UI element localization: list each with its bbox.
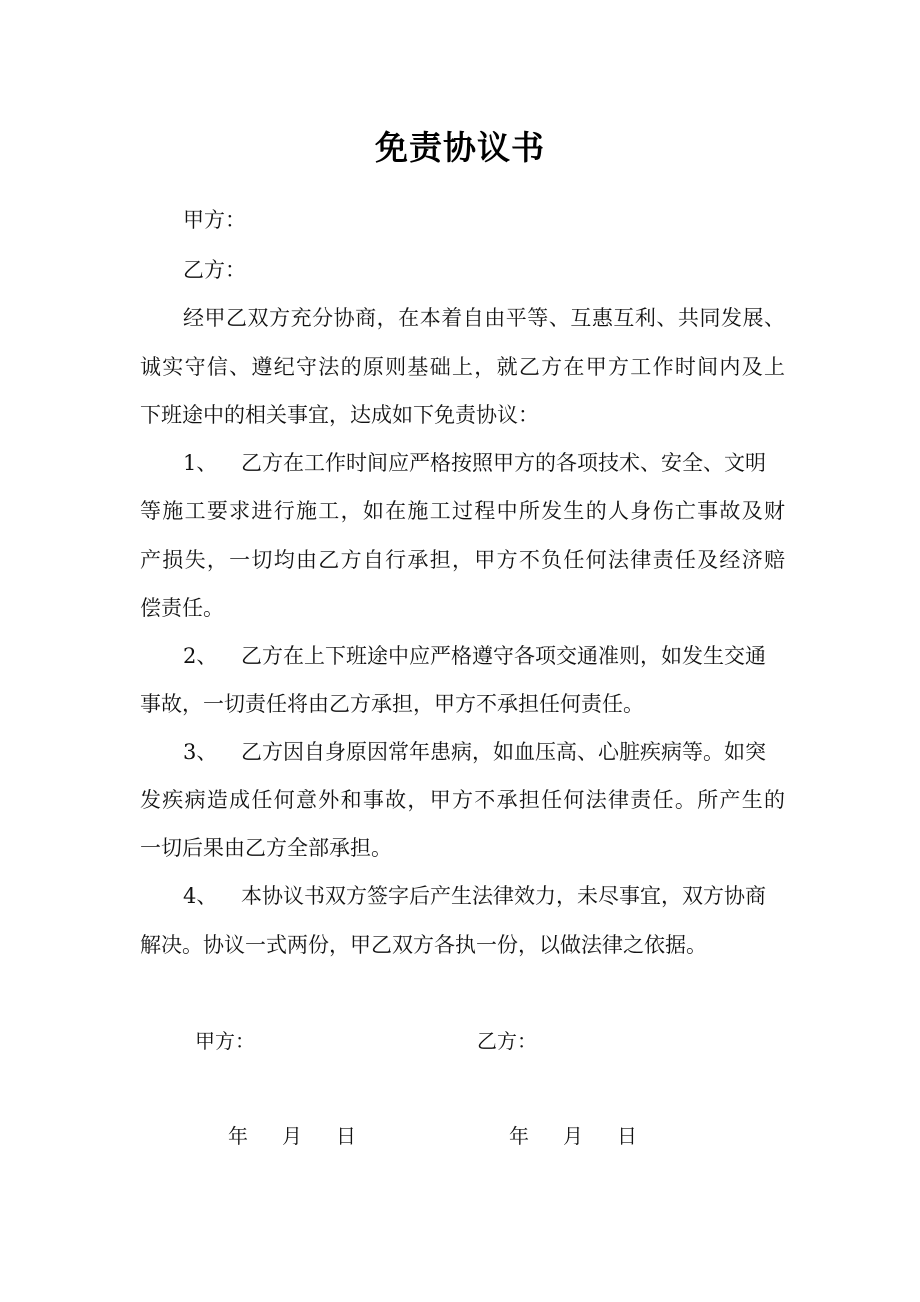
clause-2-first-line [183,641,785,671]
party-a-year: 年 [228,1124,248,1148]
clause-3-line-3: 一切后果由乙方全部承担。 [140,836,392,860]
clause-3-line-2: 发疾病造成任何意外和事故，甲方不承担任何法律责任。所产生的 [140,788,785,812]
intro-line-1: 经甲乙双方充分协商，在本着自由平等、互惠互利、共同发展、 [183,306,785,330]
signature-party-b-label: 乙方： [477,1029,537,1053]
signature-party-a-date [228,1122,390,1150]
signature-party-b-date [509,1122,671,1150]
clause-2-line-2: 事故，一切责任将由乙方承担，甲方不承担任何责任。 [140,692,644,716]
party-b-year: 年 [509,1124,529,1148]
clause-2-number: 2、 [183,644,218,668]
party-b-label: 乙方： [183,258,246,282]
intro-line-2: 诚实守信、遵纪守法的原则基础上，就乙方在甲方工作时间内及上 [140,355,785,379]
party-b-month: 月 [563,1124,583,1148]
clause-3-first-line [183,737,785,767]
clause-3-number: 3、 [183,740,218,764]
clause-4-text: 本协议书双方签字后产生法律效力，未尽事宜，双方协商 [241,884,766,908]
clause-1-number: 1、 [183,451,218,475]
clause-1-line-2: 等施工要求进行施工，如在施工过程中所发生的人身伤亡事故及财 [140,499,785,523]
party-a-label: 甲方： [183,208,246,232]
party-a-month: 月 [282,1124,302,1148]
clause-4-first-line [183,881,785,911]
clause-4-number: 4、 [183,884,218,908]
clause-4-line-2: 解决。协议一式两份，甲乙双方各执一份，以做法律之依据。 [140,933,707,957]
party-b-day: 日 [617,1124,637,1148]
party-a-day: 日 [336,1124,356,1148]
clause-1-line-4: 偿责任。 [140,596,224,620]
clause-2-text: 乙方在上下班途中应严格遵守各项交通准则，如发生交通 [241,644,766,668]
clause-1-line-3: 产损失，一切均由乙方自行承担，甲方不负任何法律责任及经济赔 [140,548,785,572]
intro-line-3: 下班途中的相关事宜，达成如下免责协议： [140,403,539,427]
clause-1-text: 乙方在工作时间应严格按照甲方的各项技术、安全、文明 [241,451,766,475]
document-title: 免责协议书 [375,128,545,167]
clause-3-text: 乙方因自身原因常年患病，如血压高、心脏疾病等。如突 [241,740,766,764]
signature-party-a-label: 甲方： [195,1029,255,1053]
clause-1-first-line [183,448,785,478]
